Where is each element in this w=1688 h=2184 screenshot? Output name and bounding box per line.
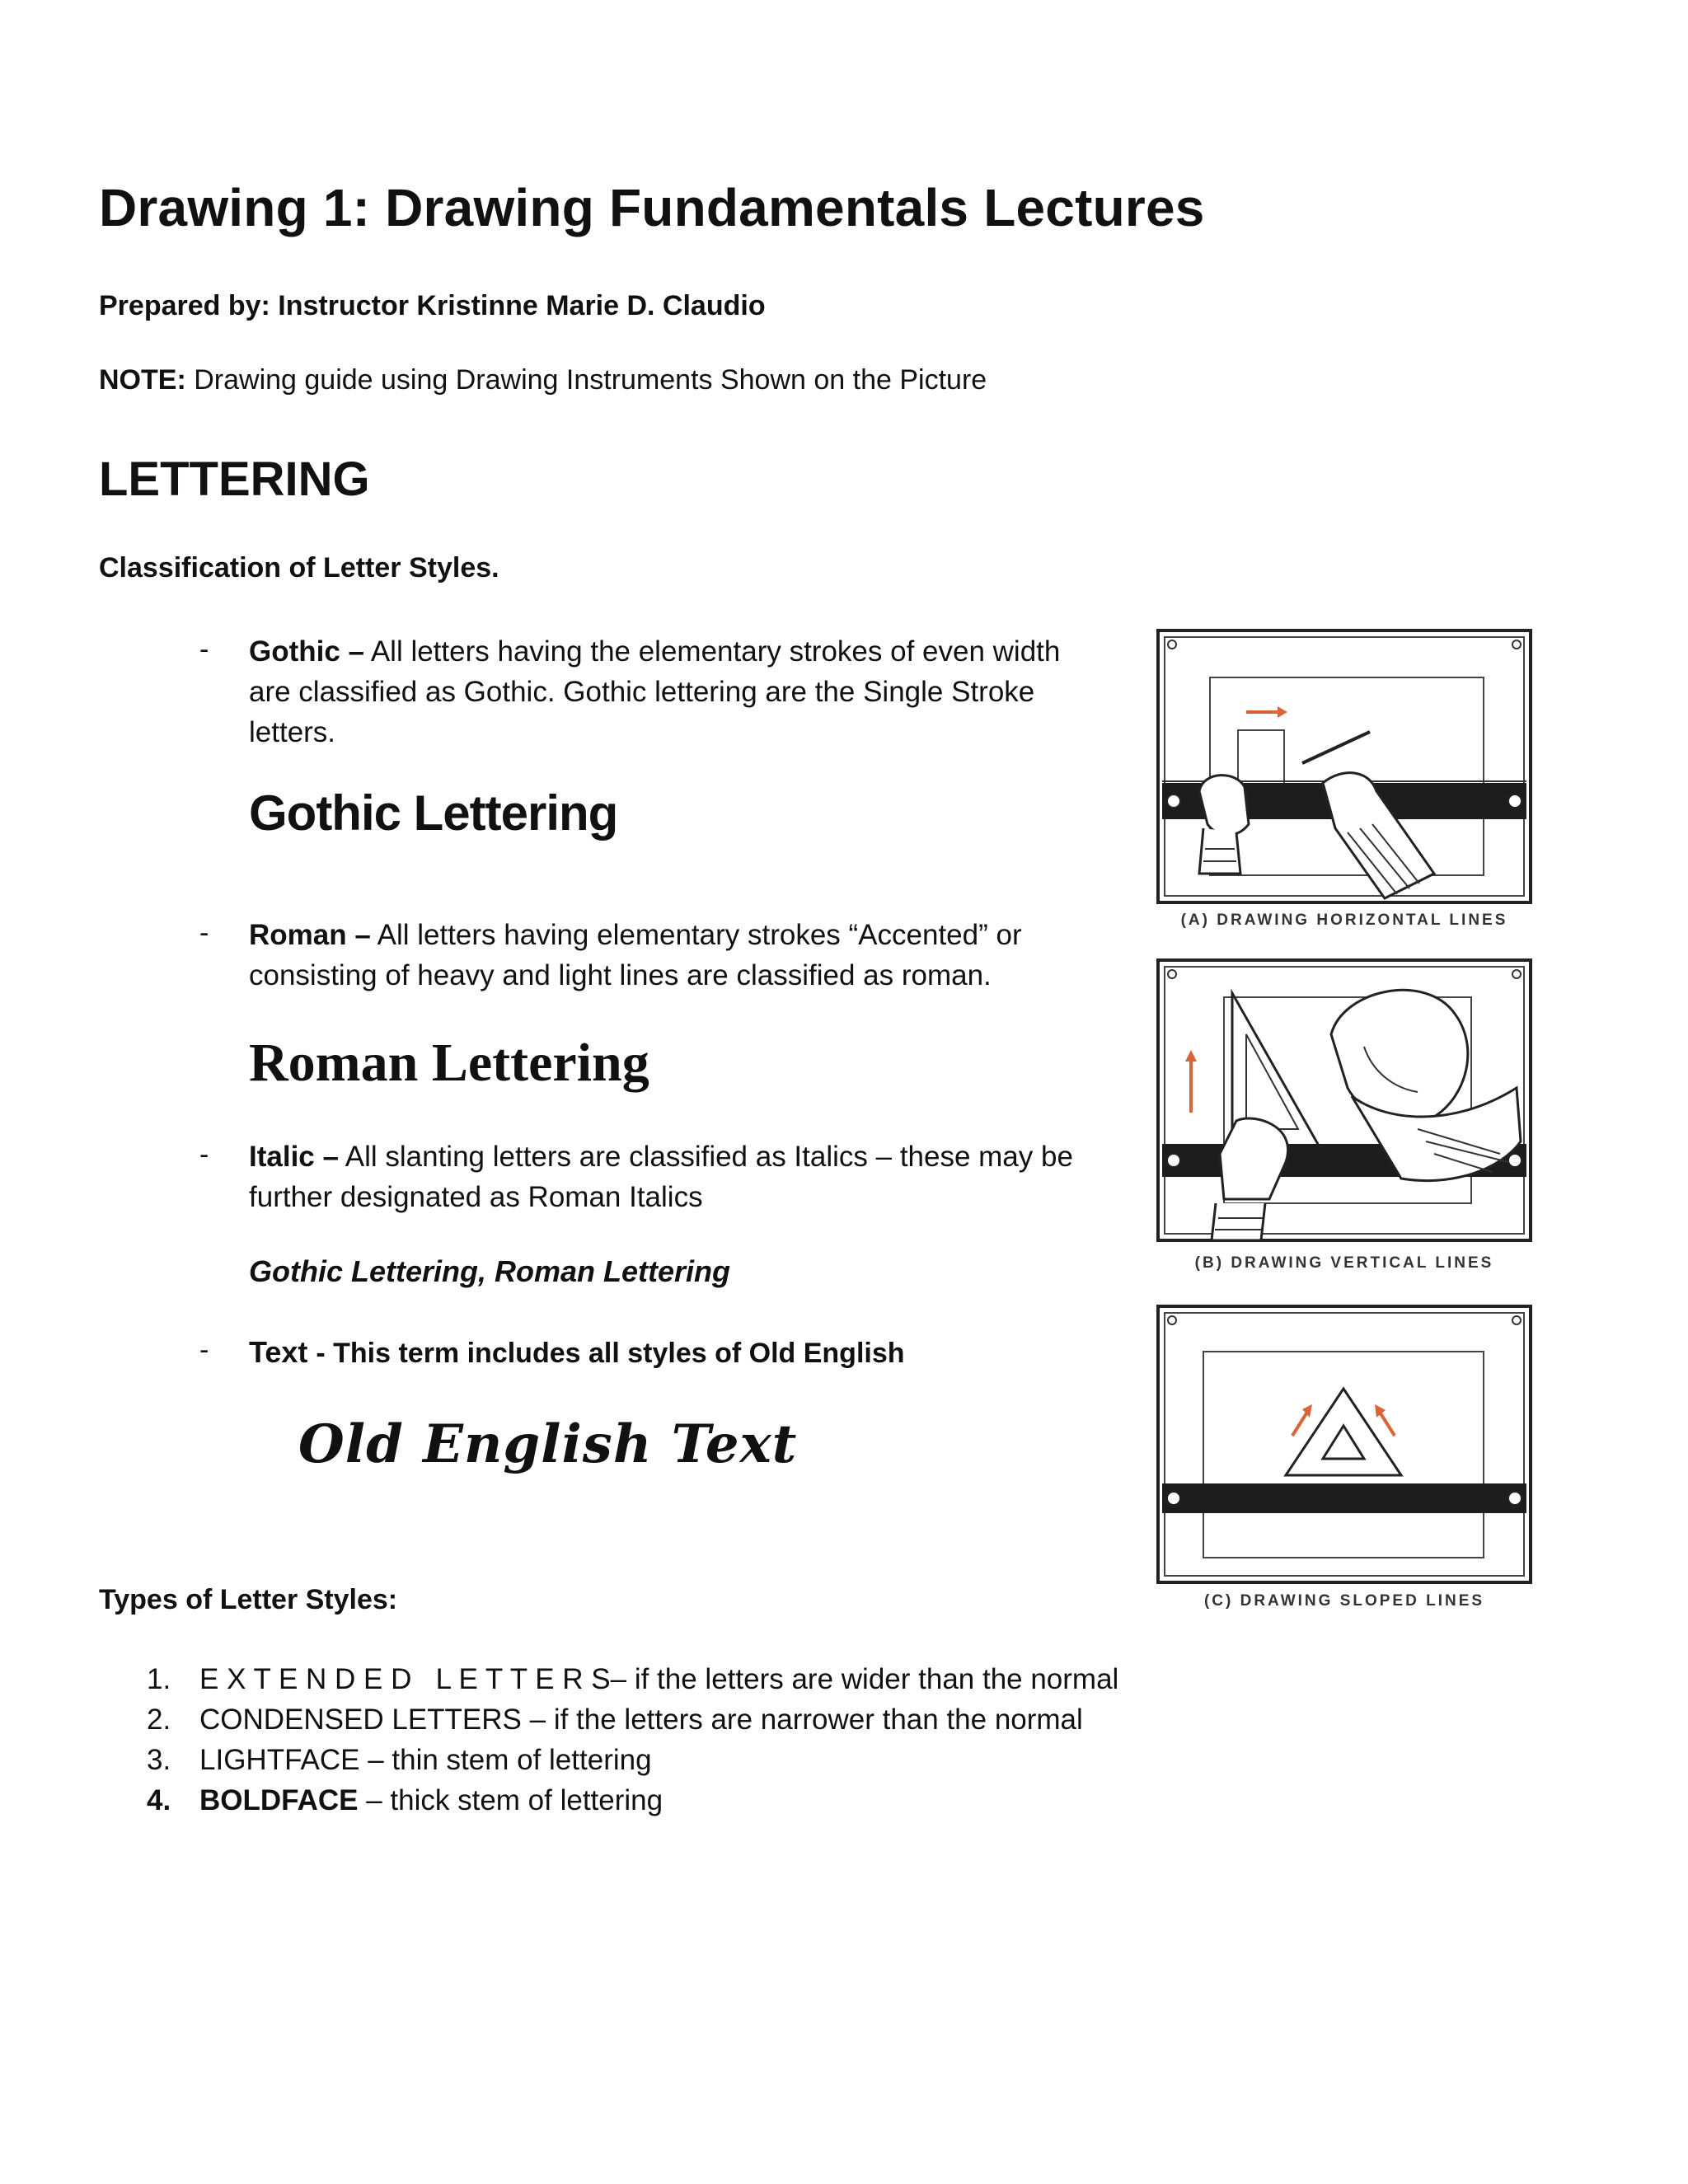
list-number: 1. (147, 1663, 171, 1695)
type-desc: – if the letters are wider than the normal (610, 1663, 1119, 1695)
figure-sloped-lines (1154, 1302, 1535, 1624)
list-item (147, 1740, 1118, 1780)
list-number: 2. (147, 1704, 171, 1736)
list-item (147, 1699, 1118, 1740)
figure-caption: (A) DRAWING HORIZONTAL LINES (1180, 912, 1508, 929)
bullet-dash: - (199, 917, 209, 949)
style-description: All letters having the elementary strokes of even width are classified as Gothic. Gothic lettering are the Single Stroke letters. (249, 635, 1061, 748)
drawing-board-illustration (1154, 626, 1535, 907)
style-term: Roman – (249, 919, 371, 951)
italic-sample: Gothic Lettering, Roman Lettering (249, 1254, 731, 1288)
list-number: 4. (147, 1784, 171, 1816)
bullet-dash: - (199, 1334, 209, 1366)
type-name: LIGHTFACE (199, 1744, 360, 1776)
figure-caption: (B) DRAWING VERTICAL LINES (1194, 1254, 1494, 1272)
figure-caption: (C) DRAWING SLOPED LINES (1203, 1592, 1485, 1610)
style-roman-item (249, 915, 1090, 996)
list-item (147, 1659, 1118, 1699)
drawing-board-illustration (1154, 1302, 1535, 1586)
bullet-dash: - (199, 1139, 209, 1170)
document-title: Drawing 1: Drawing Fundamentals Lectures (99, 178, 1205, 237)
prepared-by: Prepared by: Instructor Kristinne Marie D. Claudio (99, 290, 766, 321)
type-name: E X T E N D E D L E T T E R S (199, 1663, 611, 1695)
gothic-sample: Gothic Lettering (249, 785, 618, 841)
figure-vertical-lines (1154, 956, 1535, 1286)
style-italic-item (249, 1137, 1073, 1217)
type-name: CONDENSED LETTERS (199, 1704, 522, 1736)
section-heading: LETTERING (99, 452, 370, 506)
list-number: 3. (147, 1744, 171, 1776)
type-desc: – thick stem of lettering (358, 1784, 663, 1816)
figure-horizontal-lines (1154, 626, 1535, 940)
list-item (147, 1780, 1118, 1821)
type-desc: – if the letters are narrower than the normal (521, 1704, 1083, 1736)
style-text-item (249, 1332, 1090, 1374)
classification-heading: Classification of Letter Styles. (99, 552, 499, 583)
note-line (99, 364, 987, 396)
roman-sample: Roman Lettering (249, 1033, 649, 1093)
types-heading: Types of Letter Styles: (99, 1584, 398, 1615)
style-description: All slanting letters are classified as Italics – these may be further designated as Roman Italics (249, 1141, 1073, 1213)
note-label: NOTE: (99, 364, 186, 396)
note-text: Drawing guide using Drawing Instruments Shown on the Picture (185, 364, 987, 396)
style-description: All letters having elementary strokes “Accented” or consisting of heavy and light lines are classified as roman. (249, 919, 1022, 991)
style-gothic-item (249, 631, 1090, 752)
style-term: Italic – (249, 1141, 339, 1173)
drawing-board-illustration (1154, 956, 1535, 1248)
bullet-dash: - (199, 634, 209, 665)
style-description: - This term includes all styles of Old English (316, 1338, 905, 1369)
style-term: Gothic – (249, 635, 365, 668)
types-list (147, 1659, 1118, 1821)
style-term: Text (249, 1335, 316, 1369)
type-name: BOLDFACE (199, 1784, 359, 1816)
old-english-sample: Old English Text (298, 1413, 798, 1475)
type-desc: – thin stem of lettering (359, 1744, 652, 1776)
